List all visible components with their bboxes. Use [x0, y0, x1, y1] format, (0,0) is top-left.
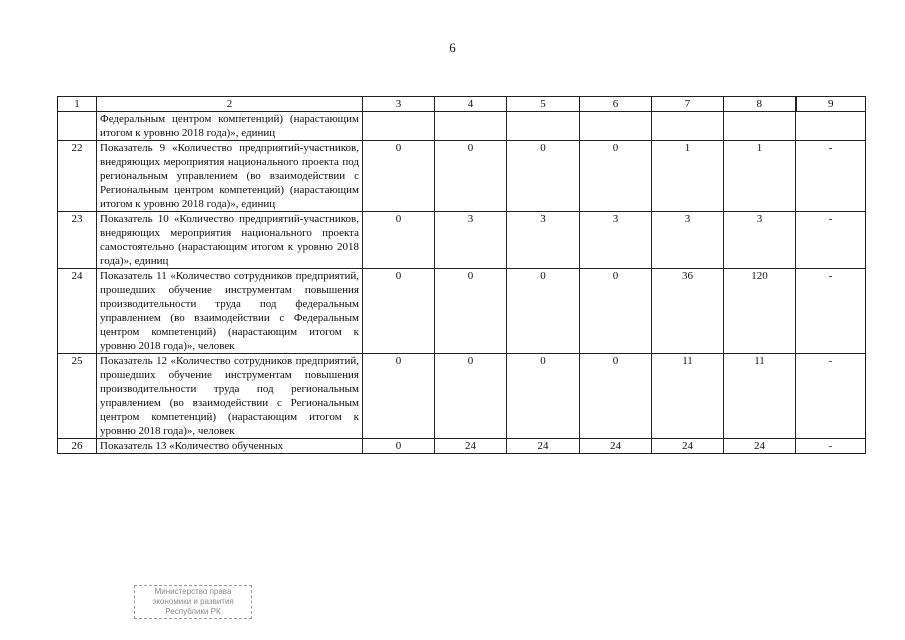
row-value: 3: [724, 212, 796, 269]
row-value: 0: [363, 141, 435, 212]
row-value: 0: [435, 354, 507, 439]
row-value: 24: [435, 439, 507, 454]
row-number: 26: [58, 439, 97, 454]
row-value: 0: [507, 269, 580, 354]
indicators-table: [57, 96, 866, 454]
row-value: 3: [507, 212, 580, 269]
ministry-stamp: [134, 585, 252, 619]
row-value: 0: [363, 269, 435, 354]
row-description: Показатель 13 «Количество обученных: [97, 439, 363, 454]
row-value: 0: [507, 141, 580, 212]
row-value: 24: [724, 439, 796, 454]
row-value: 24: [580, 439, 652, 454]
row-number: 24: [58, 269, 97, 354]
row-value: 11: [724, 354, 796, 439]
column-header: 8: [724, 97, 796, 112]
row-value: 0: [507, 354, 580, 439]
row-value: 3: [435, 212, 507, 269]
row-value: 3: [652, 212, 724, 269]
header-row: [58, 97, 866, 112]
row-value: 24: [652, 439, 724, 454]
row-value: [652, 112, 724, 141]
row-value: -: [796, 269, 866, 354]
column-header: 3: [363, 97, 435, 112]
table-row: [58, 354, 866, 439]
row-value: 0: [580, 354, 652, 439]
column-header: 6: [580, 97, 652, 112]
row-value: 1: [724, 141, 796, 212]
row-value: -: [796, 141, 866, 212]
table-row: [58, 269, 866, 354]
row-value: 0: [580, 269, 652, 354]
stamp-line: экономики и развития: [152, 597, 234, 606]
row-value: [724, 112, 796, 141]
table-row: [58, 141, 866, 212]
row-value: 0: [435, 269, 507, 354]
row-value: [580, 112, 652, 141]
row-description: Показатель 10 «Количество предприятий-участников, внедряющих мероприятия национального проекта самостоятельно (нарастающим итогом к уровню 2018 года)», единиц: [97, 212, 363, 269]
column-header: 7: [652, 97, 724, 112]
row-value: [363, 112, 435, 141]
row-number: [58, 112, 97, 141]
row-value: [796, 112, 866, 141]
row-value: 0: [363, 354, 435, 439]
row-value: [435, 112, 507, 141]
row-value: 3: [580, 212, 652, 269]
stamp-line: Министерство права: [154, 587, 232, 596]
row-description: Показатель 11 «Количество сотрудников предприятий, прошедших обучение инструментам повышения производительности труда под федеральным управлением (во взаимодействии с Федеральным центром компетенций) (нарастающим итогом к уровню 2018 года)», человек: [97, 269, 363, 354]
column-header: 5: [507, 97, 580, 112]
row-value: 0: [363, 439, 435, 454]
row-value: -: [796, 354, 866, 439]
row-value: 1: [652, 141, 724, 212]
row-value: 0: [435, 141, 507, 212]
row-value: [507, 112, 580, 141]
page-number: 6: [449, 40, 456, 55]
table-row: [58, 112, 866, 141]
row-value: 24: [507, 439, 580, 454]
row-number: 22: [58, 141, 97, 212]
row-value: -: [796, 212, 866, 269]
row-value: 11: [652, 354, 724, 439]
row-value: 120: [724, 269, 796, 354]
column-header: 9: [796, 97, 866, 112]
column-header: 2: [97, 97, 363, 112]
row-description: Показатель 12 «Количество сотрудников предприятий, прошедших обучение инструментам повышения производительности труда под региональным управлением (во взаимодействии с Региональным центром компетенций) (нарастающим итогом к уровню 2018 года)», человек: [97, 354, 363, 439]
column-header: 1: [58, 97, 97, 112]
stamp-line: Республики РК: [165, 607, 221, 616]
table-row: [58, 212, 866, 269]
row-number: 25: [58, 354, 97, 439]
row-description: Показатель 9 «Количество предприятий-участников, внедряющих мероприятия национального проекта под региональным управлением (во взаимодействии с Региональным центром компетенций) (нарастающим итогом к уровню 2018 года)», единиц: [97, 141, 363, 212]
row-description: Федеральным центром компетенций) (нарастающим итогом к уровню 2018 года)», единиц: [97, 112, 363, 141]
table-row: [58, 439, 866, 454]
row-value: 0: [363, 212, 435, 269]
row-number: 23: [58, 212, 97, 269]
row-value: 36: [652, 269, 724, 354]
row-value: 0: [580, 141, 652, 212]
column-header: 4: [435, 97, 507, 112]
row-value: -: [796, 439, 866, 454]
